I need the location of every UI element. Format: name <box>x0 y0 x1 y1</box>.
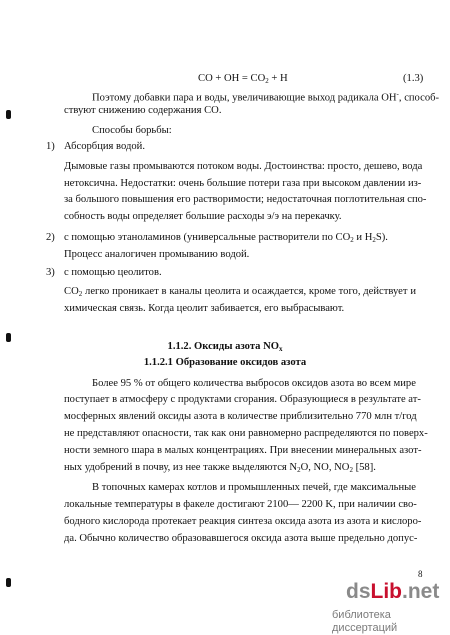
method-1-line-2: нетоксична. Недостатки: очень большие потери газа при высоком давлении из- <box>64 178 422 189</box>
equation-body: CO + OH = $CO_2 + H$ <box>198 73 288 85</box>
page-number: 8 <box>418 569 423 579</box>
method-3-label: 3) <box>46 267 55 278</box>
para-3-line-1: В топочных камерах котлов и промышленных печей, где максимальные <box>92 482 416 493</box>
method-2-title: с помощью этаноламинов (универсальные растворители по $CO_2$ и $H_2S$). <box>64 232 388 244</box>
method-2-line-1: Процесс аналогичен промыванию водой. <box>64 249 250 260</box>
margin-bullet-mark <box>6 578 11 587</box>
para-2-line-5: ности земного шара в малых концентрациях. При внесении минеральных азот- <box>64 445 422 456</box>
para-2-line-6: ных удобрений в почву, из нее также выделяются $N_2O$, NO, $NO_2$ [58]. <box>64 462 376 474</box>
para-1-line-1: Поэтому добавки пара и воды, увеличивающие выход радикала OH-, способ- <box>92 90 440 104</box>
para-2-line-3: мосферных явлений оксиды азота в количестве приблизительно 770 млн т/год <box>64 411 417 422</box>
para-3-line-4: да. Обычно количество образовавшегося оксида азота выше предельно допус- <box>64 533 418 544</box>
method-1-label: 1) <box>46 141 55 152</box>
subsection-heading: 1.1.2.1 Образование оксидов азота <box>143 357 307 368</box>
margin-bullet-mark <box>6 333 11 342</box>
para-2-line-2: поступает в атмосферу с продуктами сгорания. Образующиеся в результате ат- <box>64 394 421 405</box>
method-1-title: Абсорбция водой. <box>64 141 145 152</box>
section-heading: 1.1.2. Оксиды азота $NO_x$ <box>167 341 283 353</box>
para-2-line-1: Более 95 % от общего количества выбросов оксидов азота во всем мире <box>92 378 416 389</box>
methods-title: Способы борьбы: <box>92 125 172 136</box>
method-3-title: с помощью цеолитов. <box>64 267 162 278</box>
method-2-label: 2) <box>46 232 55 243</box>
para-3-line-2: локальные температуры в факеле достигают 2100— 2200 K, при наличии сво- <box>64 499 417 510</box>
dslib-watermark-logo: dsLib.net <box>346 580 440 603</box>
method-1-line-4: собность воды определяет большие расходы э/э на перекачку. <box>64 211 342 222</box>
para-3-line-3: бодного кислорода протекает реакция синтеза оксида азота из азота и кислоро- <box>64 516 422 527</box>
method-3-line-1: $CO_2$ легко проникает в каналы цеолита и осаждается, кроме того, действует и <box>64 286 416 298</box>
margin-bullet-mark <box>6 110 11 119</box>
dslib-watermark-subtitle: библиотека диссертаций <box>332 609 398 634</box>
para-2-line-4: не представляют опасности, так как они равномерно распределяются по поверх- <box>64 428 428 439</box>
method-1-line-1: Дымовые газы промываются потоком воды. Достоинства: просто, дешево, вода <box>64 161 423 172</box>
equation-number: (1.3) <box>403 73 424 84</box>
para-1-line-2: ствуют снижению содержания CO. <box>64 105 222 116</box>
method-3-line-2: химическая связь. Когда цеолит забивается, его выбрасывают. <box>64 303 345 314</box>
method-1-line-3: за большого повышения его растворимости; недостаточная поглотительная спо- <box>64 194 427 205</box>
